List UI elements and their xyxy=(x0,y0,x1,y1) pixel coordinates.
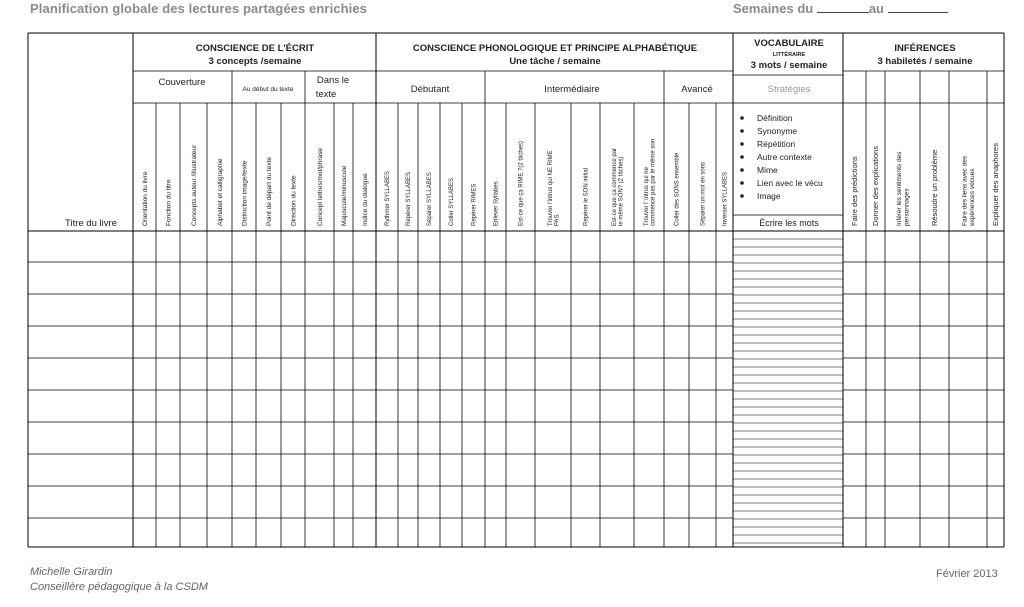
strategy-item: Mime xyxy=(757,165,778,175)
bullet-icon xyxy=(740,116,744,120)
ecrire-les-mots: Écrire les mots xyxy=(759,218,819,228)
bullet-icon xyxy=(740,142,744,146)
column-header-inference: Inférer les sentiments despersonnages xyxy=(896,151,911,226)
footer-role: Conseillère pédagogique à la CSDM xyxy=(30,581,208,593)
column-header-phono: Est-ce que ça RIME ?(2 tâches) xyxy=(518,140,525,226)
column-header-phono: Repérer RIMES xyxy=(471,183,478,226)
column-header-phono: Trouver l' intrus qui necommence pas par le même son xyxy=(643,138,657,226)
column-header-ecrit: Distinction image/texte xyxy=(241,160,249,226)
column-header-phono: Inverser SYLLABES xyxy=(722,171,729,226)
group-inferences-subtitle: 3 habiletés / semaine xyxy=(877,56,973,67)
column-header-ecrit: Fonction du titre xyxy=(165,179,173,226)
column-header-ecrit: Alphabet et calligraphie xyxy=(216,158,224,226)
group-vocab-subtitle: 3 mots / semaine xyxy=(750,60,828,71)
bullet-icon xyxy=(740,129,744,133)
bullet-icon xyxy=(740,181,744,185)
column-header-ecrit: Concepts auteur /illustrateur xyxy=(190,144,198,226)
footer-author-block xyxy=(30,565,208,595)
column-header-ecrit: Concept lettres/mot/phrase xyxy=(316,147,324,226)
column-header-ecrit: Indice du dialogue xyxy=(361,173,369,226)
column-header-ecrit: Point de départ du texte xyxy=(265,156,273,226)
bullet-icon xyxy=(740,194,744,198)
group-phono-title: CONSCIENCE PHONOLOGIQUE ET PRINCIPE ALPHABÉTIQUE xyxy=(412,43,698,54)
column-header-ecrit: Direction du texte xyxy=(290,175,298,226)
column-header-inference: Faire des prédictions xyxy=(850,156,860,226)
group-phono-subtitle: Une tâche / semaine xyxy=(509,56,601,67)
group-vocab-small: LITTÉRAIRE xyxy=(772,52,806,58)
strategies-list xyxy=(740,113,823,201)
column-header-inference: Faire des liens avec desexpériences vécues xyxy=(961,155,976,226)
footer-date: Février 2013 xyxy=(936,568,998,580)
subgroup-strategies: Stratégies xyxy=(767,84,811,95)
column-header-phono: Enlever Syllabes xyxy=(493,181,500,226)
column-header-phono: Rythmer SYLLABES xyxy=(385,170,392,226)
column-header-ecrit: Orientation du livre xyxy=(141,171,149,226)
strategy-item: Autre contexte xyxy=(757,152,812,162)
column-header-phono: Coller SYLLABES xyxy=(449,177,456,226)
subgroup-dans-texte-2: texte xyxy=(315,89,337,100)
column-header-phono: Séparer un mot en sons xyxy=(700,161,707,226)
column-title-livre: Titre du livre xyxy=(65,218,117,229)
weeks-label: Semaines du xyxy=(733,1,814,16)
subgroup-couverture: Couverture xyxy=(158,77,206,88)
strategy-item: Répétition xyxy=(757,139,796,149)
page-title: Planification globale des lectures partagées enrichies xyxy=(30,1,368,16)
subgroup-debutant: Débutant xyxy=(410,84,450,95)
column-header-phono: Séparer SYLLABES xyxy=(427,172,434,226)
column-header-inference: Donner des explications xyxy=(871,145,881,226)
strategy-item: Synonyme xyxy=(757,126,798,136)
strategy-item: Image xyxy=(757,191,781,201)
column-header-ecrit: Majuscule/minuscule xyxy=(340,165,348,226)
group-ecrit-subtitle: 3 concepts /semaine xyxy=(208,56,302,67)
column-header-phono: Trouver l'intrus qui NE RIMEPAS xyxy=(547,150,561,226)
strategy-item: Lien avec le vécu xyxy=(757,178,823,188)
subgroup-avance: Avancé xyxy=(681,84,713,95)
group-vocab-title: VOCABULAIRE xyxy=(754,38,824,49)
strategy-item: Définition xyxy=(757,113,793,123)
column-header-phono: Coller des SONS ensemble xyxy=(674,152,681,226)
column-header-inference: Expliquer des anaphores xyxy=(991,143,1001,226)
column-header-phono: Est-ce que ça commence parle même SON? (2 tâches) xyxy=(611,147,625,226)
weeks-au-label: au xyxy=(868,1,884,16)
group-ecrit-title: CONSCIENCE DE L'ÉCRIT xyxy=(195,43,315,54)
group-inferences-title: INFÉRENCES xyxy=(894,43,956,54)
column-header-phono: Repérer le SON initial xyxy=(583,167,590,226)
footer-author: Michelle Girardin xyxy=(30,566,113,578)
column-header-phono: Repérer SYLLABES xyxy=(406,171,413,226)
subgroup-dans-texte-1: Dans le xyxy=(316,75,350,86)
column-header-inference: Résoudre un problème xyxy=(930,149,940,226)
subgroup-intermediaire: Intermédiaire xyxy=(544,84,600,95)
bullet-icon xyxy=(740,155,744,159)
subgroup-debut-texte: Au début du texte xyxy=(242,86,294,93)
bullet-icon xyxy=(740,168,744,172)
